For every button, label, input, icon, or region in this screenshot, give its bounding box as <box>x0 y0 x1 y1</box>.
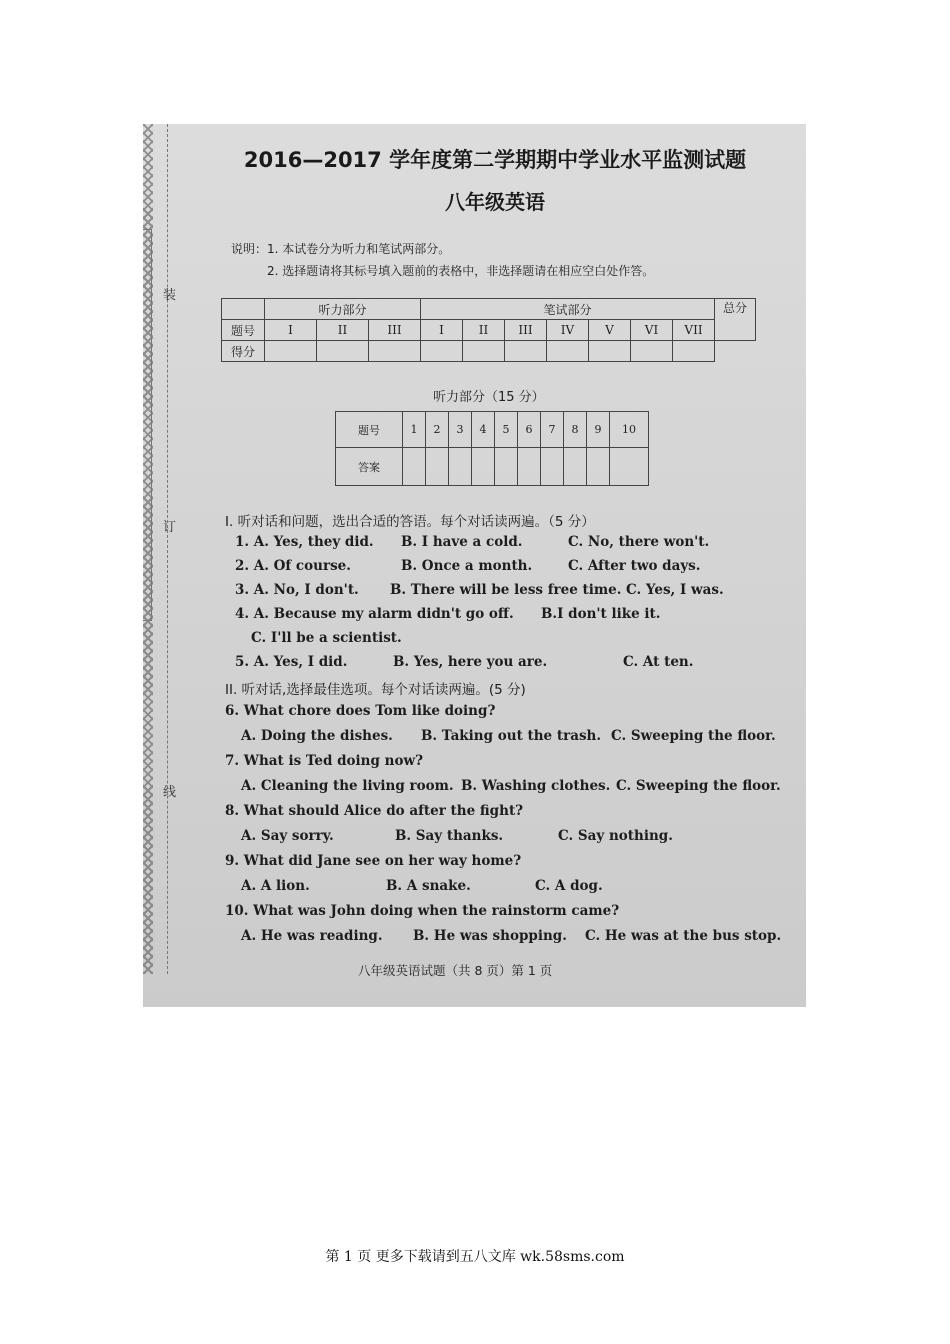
q9-option-a: A. A lion. <box>241 878 310 894</box>
score-cell[interactable] <box>317 341 369 362</box>
q9-option-c: C. A dog. <box>535 878 603 894</box>
score-col: I <box>421 320 463 341</box>
exam-photo <box>143 124 806 1007</box>
answer-col: 10 <box>610 412 649 448</box>
answer-col: 6 <box>518 412 541 448</box>
q9-question: 9. What did Jane see on her way home? <box>225 853 522 869</box>
answer-cell[interactable] <box>610 448 649 486</box>
score-cell[interactable] <box>673 341 715 362</box>
document-footer: 第 1 页 更多下载请到五八文库 wk.58sms.com <box>325 1249 625 1265</box>
score-col: IV <box>547 320 589 341</box>
q8-option-c: C. Say nothing. <box>558 828 673 844</box>
answer-row-label: 答案 <box>336 448 403 486</box>
answer-col: 1 <box>403 412 426 448</box>
score-cell[interactable] <box>589 341 631 362</box>
score-cell[interactable] <box>265 341 317 362</box>
score-cell[interactable] <box>463 341 505 362</box>
score-writing-header: 笔试部分 <box>421 299 715 320</box>
score-cell[interactable] <box>421 341 463 362</box>
binding-char-zhuang: 装 <box>163 288 177 303</box>
q7-option-a: A. Cleaning the living room. <box>241 778 454 794</box>
answer-cell[interactable] <box>495 448 518 486</box>
answer-col: 4 <box>472 412 495 448</box>
score-cell[interactable] <box>505 341 547 362</box>
score-col: VII <box>673 320 715 341</box>
section-2-heading: II. 听对话,选择最佳选项。每个对话读两遍。(5 分) <box>225 682 526 698</box>
q7-option-c: C. Sweeping the floor. <box>616 778 781 794</box>
q10-question: 10. What was John doing when the rainstorm came? <box>225 903 620 919</box>
q10-option-c: C. He was at the bus stop. <box>585 928 782 944</box>
score-col: II <box>463 320 505 341</box>
answer-col: 5 <box>495 412 518 448</box>
q6-option-a: A. Doing the dishes. <box>241 728 393 744</box>
q4-option-a: 4. A. Because my alarm didn't go off. <box>235 606 514 622</box>
q1-option-b: B. I have a cold. <box>401 534 523 550</box>
score-row-label-num: 题号 <box>222 320 265 341</box>
answer-cell[interactable] <box>564 448 587 486</box>
q7-option-b: B. Washing clothes. <box>461 778 611 794</box>
binding-char-ding: 订 <box>163 520 177 535</box>
q8-option-a: A. Say sorry. <box>241 828 334 844</box>
q5-option-c: C. At ten. <box>623 654 694 670</box>
answer-col: 9 <box>587 412 610 448</box>
q3-option-a: 3. A. No, I don't. <box>235 582 359 598</box>
score-cell[interactable] <box>547 341 589 362</box>
q4-option-c: C. I'll be a scientist. <box>251 630 402 646</box>
answer-cell[interactable] <box>426 448 449 486</box>
instruction-2: 2. 选择题请将其标号填入题前的表格中，非选择题请在相应空白处作答。 <box>267 264 655 278</box>
q4-option-b: B.I don't like it. <box>541 606 661 622</box>
q7-question: 7. What is Ted doing now? <box>225 753 423 769</box>
exam-page-footer: 八年级英语试题（共 8 页）第 1 页 <box>358 963 553 978</box>
score-listening-header: 听力部分 <box>265 299 421 320</box>
q5-option-b: B. Yes, here you are. <box>393 654 548 670</box>
answer-cell[interactable] <box>403 448 426 486</box>
answer-cell[interactable] <box>587 448 610 486</box>
q6-option-c: C. Sweeping the floor. <box>611 728 776 744</box>
score-cell[interactable] <box>631 341 673 362</box>
answer-col: 2 <box>426 412 449 448</box>
q6-question: 6. What chore does Tom like doing? <box>225 703 496 719</box>
binding-line <box>167 124 168 974</box>
q9-option-b: B. A snake. <box>386 878 471 894</box>
score-col: III <box>505 320 547 341</box>
answer-cell[interactable] <box>449 448 472 486</box>
listening-heading: 听力部分（15 分） <box>433 390 545 405</box>
exam-subtitle: 八年级英语 <box>445 190 545 214</box>
answer-table <box>335 411 649 486</box>
q2-option-c: C. After two days. <box>568 558 701 574</box>
score-table <box>221 298 756 362</box>
q8-option-b: B. Say thanks. <box>395 828 504 844</box>
answer-col: 3 <box>449 412 472 448</box>
score-total-header: 总分 <box>715 299 756 341</box>
q2-option-a: 2. A. Of course. <box>235 558 351 574</box>
score-row-label-score: 得分 <box>222 341 265 362</box>
q8-question: 8. What should Alice do after the fight? <box>225 803 524 819</box>
binding-char-xian: 线 <box>163 785 177 800</box>
answer-col: 7 <box>541 412 564 448</box>
score-col: VI <box>631 320 673 341</box>
answer-cell[interactable] <box>541 448 564 486</box>
q1-option-c: C. No, there won't. <box>568 534 710 550</box>
q3-option-c: C. Yes, I was. <box>626 582 724 598</box>
answer-cell[interactable] <box>472 448 495 486</box>
score-col: I <box>265 320 317 341</box>
score-cell[interactable] <box>369 341 421 362</box>
instructions <box>231 240 654 284</box>
section-1-heading: I. 听对话和问题，选出合适的答语。每个对话读两遍。（5 分） <box>225 514 595 530</box>
score-col: III <box>369 320 421 341</box>
answer-cell[interactable] <box>518 448 541 486</box>
exam-title: 2016—2017 学年度第二学期期中学业水平监测试题 <box>243 148 747 172</box>
q3-option-b: B. There will be less free time. <box>390 582 622 598</box>
answer-row-label-num: 题号 <box>336 412 403 448</box>
binding-margin-box <box>143 229 152 621</box>
q10-option-a: A. He was reading. <box>241 928 383 944</box>
q1-option-a: 1. A. Yes, they did. <box>235 534 374 550</box>
q6-option-b: B. Taking out the trash. <box>421 728 602 744</box>
score-col: II <box>317 320 369 341</box>
q10-option-b: B. He was shopping. <box>413 928 567 944</box>
q5-option-a: 5. A. Yes, I did. <box>235 654 348 670</box>
instruction-1: 说明：1. 本试卷分为听力和笔试两部分。 <box>231 242 451 256</box>
q2-option-b: B. Once a month. <box>401 558 533 574</box>
score-col: V <box>589 320 631 341</box>
answer-col: 8 <box>564 412 587 448</box>
